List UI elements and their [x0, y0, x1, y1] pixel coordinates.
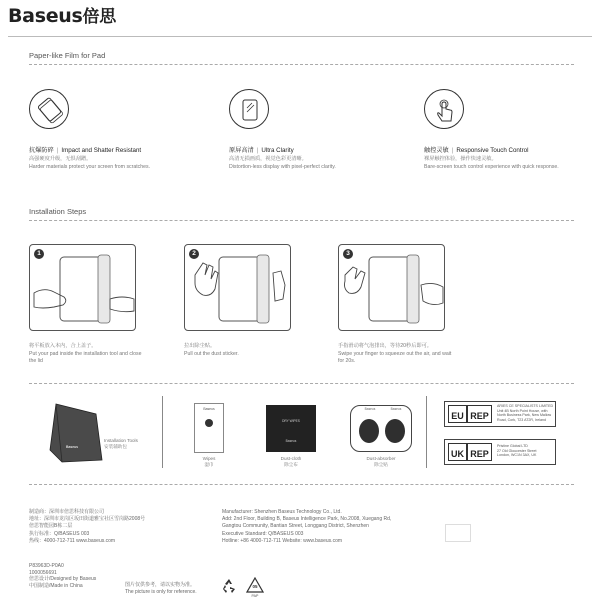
step-3-text-cn: 手指滑动将气泡排出，等待20秒后即可。: [338, 343, 432, 349]
step-2-number: 2: [189, 249, 199, 259]
step-1-text-cn: 将平板放入本内，合上盖子。: [29, 343, 97, 349]
eu-rep-code: EU: [448, 405, 467, 423]
footer-divider: [29, 484, 574, 485]
wipes-label-en: Wipes: [202, 456, 216, 461]
dust-cloth-label: [268, 456, 314, 468]
feature-1-desc-en: Harder materials protect your screen from scratches.: [29, 163, 151, 170]
product-title: Paper-like Film for Pad: [29, 51, 106, 60]
brand-name-cn: 倍思: [82, 7, 116, 27]
eu-rep-tag: REP: [467, 405, 492, 423]
dust-cloth-card-text: DRY WIPES: [282, 419, 300, 423]
feature-3-title-en: Responsive Touch Control: [456, 147, 529, 154]
step-1-illustration: [29, 244, 136, 331]
feature-2-desc: [229, 156, 379, 171]
feature-3-title: 触控灵敏 | Responsive Touch Control: [424, 147, 529, 154]
brand-name: Baseus: [8, 5, 83, 27]
dust-cloth-label-en: Dust-cloth: [280, 456, 302, 461]
feature-2-title-en: Ultra Clarity: [261, 147, 294, 154]
dust-absorber-brand-left: Baseus: [364, 407, 376, 411]
dust-cloth-brand: Baseus: [285, 439, 297, 443]
dust-absorber-card: [350, 405, 412, 452]
uk-rep-code: UK: [448, 443, 467, 461]
feature-1-desc: [29, 156, 179, 171]
installation-tool-bag: [46, 400, 106, 466]
installation-tool-label-en: Installation Tools: [104, 438, 138, 443]
dust-cloth-packet: [266, 405, 316, 452]
picture-note: 图片仅供参考，请以实物为准。 The picture is only for reference.: [125, 582, 197, 595]
wipes-packet-brand: Baseus: [203, 407, 215, 411]
feature-3-desc-en: Bare-screen touch control experience with quick response.: [424, 163, 559, 170]
uk-rep-tag: REP: [467, 443, 492, 461]
accessories-divider: [29, 383, 574, 384]
feature-2-desc-en: Distortion-less display with pixel-perfect clarity.: [229, 163, 336, 170]
wipes-label-cn: 湿巾: [204, 462, 214, 467]
step-2-text: [184, 343, 304, 358]
step-3-text: [338, 343, 458, 366]
tool-bag-brand: Baseus: [66, 445, 79, 449]
installation-title: Installation Steps: [29, 207, 87, 216]
dust-absorber-brand-right: Baseus: [390, 407, 402, 411]
dust-absorber-label-cn: 除尘贴: [374, 462, 388, 467]
feature-1-title-en: Impact and Shatter Resistant: [61, 147, 142, 154]
header-divider: [8, 36, 592, 37]
dust-absorber-label-en: Dust-absorber: [366, 456, 396, 461]
dust-absorber-label: [356, 456, 406, 468]
feature-3-desc: [424, 156, 574, 171]
feature-2-title: 原屏高清 | Ultra Clarity: [229, 147, 294, 154]
feature-3-title-cn: 触控灵敏: [424, 147, 449, 154]
wipes-logo-icon: [205, 419, 213, 427]
step-1-text: [29, 343, 149, 366]
wipes-packet: [194, 403, 224, 453]
step-3-illustration: [338, 244, 445, 331]
dust-cloth-label-cn: 除尘布: [284, 462, 298, 467]
product-title-divider: [29, 64, 574, 65]
installation-divider: [29, 220, 574, 221]
shatter-resistant-icon: [29, 89, 69, 129]
recycle-number: 05: [252, 584, 258, 589]
eu-rep-address: ARIES CE SPECIALISTS LIMITED Unit 4B North Point House, with North Business Park, New Mallow Road, Cork, T23 AT2R, Ireland: [497, 404, 554, 422]
feature-2-title-cn: 原屏高清: [229, 147, 254, 154]
accessories-separator-2: [426, 396, 427, 468]
wipes-label: [189, 456, 229, 468]
step-2-illustration: [184, 244, 291, 331]
clarity-icon: [229, 89, 269, 129]
feature-2-desc-cn: 高清无损画质，视觉色彩更清晰。: [229, 156, 307, 162]
brand-logo: [8, 2, 116, 27]
touch-icon: [424, 89, 464, 129]
installation-tool-label-cn: 安装辅助包: [104, 444, 127, 449]
footer-manufacturer-cn: 制造商：深圳市倍思科技有限公司 地址：深圳市龙岗区坂田街道雅宝社区雪岗路2008号 倍思智能园B栋二层 执行标准：Q/BASEUS 003 热线：4000-712-711 www.baseus.com: [29, 509, 146, 544]
feature-3-desc-cn: 裸屏触控体验，操作快速灵敏。: [424, 156, 497, 162]
uk-rep-address: Pristine Global LTD 27 Old Gloucester Street London, WC1N 3AX, UK: [497, 444, 537, 458]
step-2-text-en: Pull out the dust sticker.: [184, 350, 239, 357]
installation-tool-label: [104, 438, 154, 450]
feature-1-desc-cn: 高强硬度升级，无惧刮蹭。: [29, 156, 92, 162]
recycle-icon: [221, 578, 237, 594]
footer-codes: P83963D-P0A0 1000056691 倍思设计/Designed by Baseus 中国制造/Made in China: [29, 563, 97, 589]
eu-rep-block: [444, 401, 556, 427]
feature-1-title: 抗爆防碎 | Impact and Shatter Resistant: [29, 147, 142, 154]
step-2-text-cn: 拉出除尘贴。: [184, 343, 216, 349]
footer-manufacturer-en: Manufacturer: Shenzhen Baseus Technology Co., Ltd. Add: 2nd Floor, Building B, Baseus Intelligence Park, No.2008, Xuegang Rd, Gangtou Community, Bantian Street, Longgang District, Shenzhen Executive Standard: Q/BASEUS 003 Hotline: +86 4000-712-711 Website: www.baseus.com: [222, 509, 392, 544]
feature-1-title-cn: 抗爆防碎: [29, 147, 54, 154]
recycle-label: PAP: [251, 594, 259, 598]
accessories-separator-1: [162, 396, 163, 468]
step-1-text-en: Put your pad inside the installation tool and close the lid: [29, 350, 142, 364]
step-1-number: 1: [34, 249, 44, 259]
step-3-number: 3: [343, 249, 353, 259]
uk-rep-block: [444, 439, 556, 465]
barcode-placeholder: [445, 524, 471, 542]
step-3-text-en: Swipe your finger to squeeze out the air, and wait for 20s.: [338, 350, 452, 364]
